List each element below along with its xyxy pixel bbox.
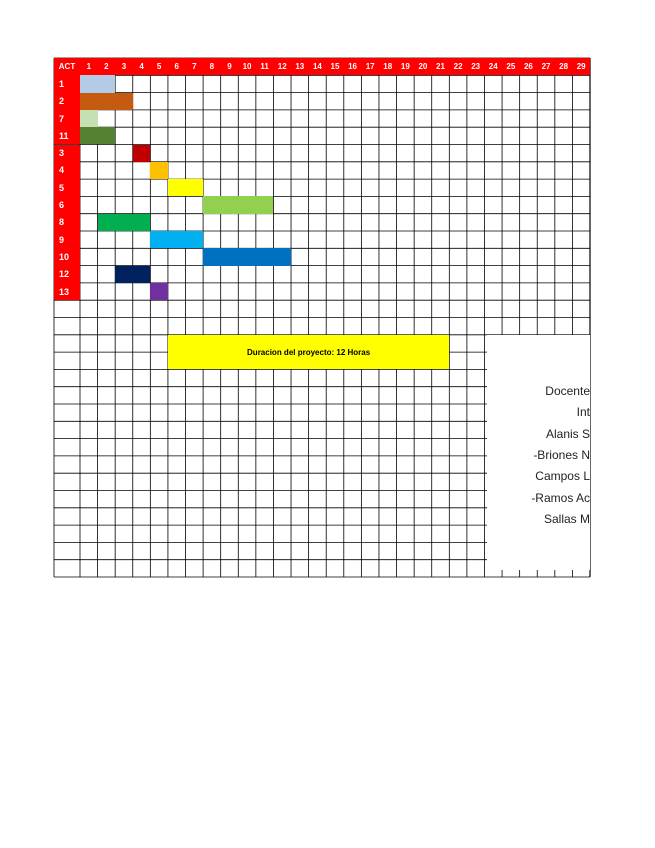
info-line: -Briones N (533, 447, 590, 462)
duration-text: Duracion del proyecto: 12 Horas (247, 347, 371, 357)
activity-bar (150, 231, 203, 248)
info-line: Int (576, 404, 590, 419)
activity-label: 7 (54, 110, 80, 127)
activity-bar (150, 283, 168, 300)
activity-bar (168, 179, 203, 196)
activity-bar (98, 214, 151, 231)
column-header-11: 11 (256, 58, 274, 75)
column-header-13: 13 (291, 58, 309, 75)
activity-bar (80, 93, 133, 110)
column-header-27: 27 (537, 58, 555, 75)
column-header-4: 4 (133, 58, 151, 75)
column-header-29: 29 (572, 58, 590, 75)
activity-label: 9 (54, 231, 80, 248)
column-header-12: 12 (273, 58, 291, 75)
column-header-18: 18 (379, 58, 397, 75)
column-header-25: 25 (502, 58, 520, 75)
column-header-1: 1 (80, 58, 98, 75)
activity-label: 4 (54, 162, 80, 179)
activity-bar (80, 127, 115, 144)
info-line: -Ramos Ac (531, 490, 590, 505)
column-header-6: 6 (168, 58, 186, 75)
activity-label: 6 (54, 196, 80, 213)
column-header-7: 7 (186, 58, 204, 75)
info-panel (487, 335, 590, 570)
activity-label: 11 (54, 127, 80, 144)
info-line: Campos L (535, 468, 590, 483)
activity-label: 5 (54, 179, 80, 196)
activity-label: 13 (54, 283, 80, 300)
column-header-5: 5 (150, 58, 168, 75)
info-line: Sallas M (543, 511, 590, 526)
activity-bar (203, 196, 273, 213)
column-header-23: 23 (467, 58, 485, 75)
column-header-21: 21 (432, 58, 450, 75)
info-line: Alanis S (545, 426, 590, 441)
column-header-28: 28 (555, 58, 573, 75)
activity-bar (203, 248, 291, 265)
duration-banner (168, 335, 449, 370)
activity-bar (80, 75, 115, 92)
act-header: ACT (54, 58, 80, 75)
column-header-17: 17 (361, 58, 379, 75)
column-header-19: 19 (397, 58, 415, 75)
activity-bar (133, 145, 151, 162)
column-header-20: 20 (414, 58, 432, 75)
activity-bar (150, 162, 168, 179)
column-header-10: 10 (238, 58, 256, 75)
column-header-14: 14 (309, 58, 327, 75)
column-header-22: 22 (449, 58, 467, 75)
activity-label: 2 (54, 93, 80, 110)
activity-bar (115, 266, 150, 283)
column-header-26: 26 (520, 58, 538, 75)
column-header-15: 15 (326, 58, 344, 75)
activity-label: 12 (54, 266, 80, 283)
column-header-3: 3 (115, 58, 133, 75)
column-header-16: 16 (344, 58, 362, 75)
activity-label: 1 (54, 75, 80, 92)
column-header-8: 8 (203, 58, 221, 75)
info-line: Docente (545, 383, 590, 398)
column-header-24: 24 (484, 58, 502, 75)
column-header-9: 9 (221, 58, 239, 75)
activity-label: 10 (54, 248, 80, 265)
column-header-2: 2 (98, 58, 116, 75)
activity-label: 3 (54, 145, 80, 162)
activity-bar (80, 110, 98, 127)
activity-label: 8 (54, 214, 80, 231)
